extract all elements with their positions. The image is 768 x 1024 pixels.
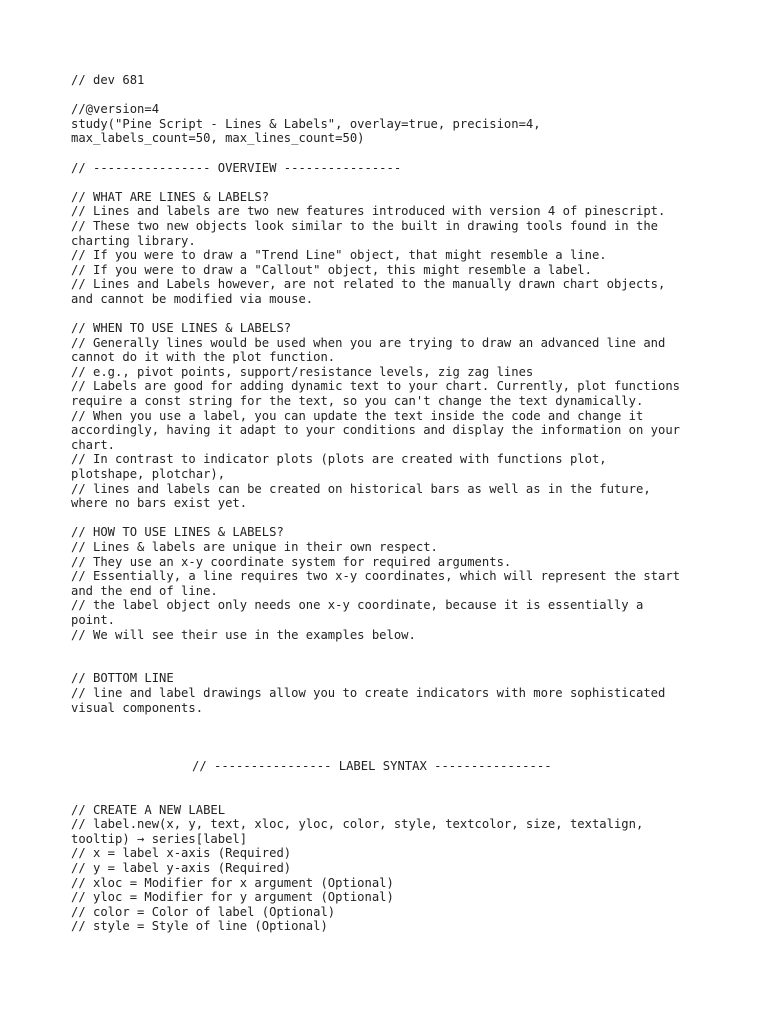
text-line: charting library.	[71, 233, 196, 248]
blank-line	[71, 511, 711, 526]
blank-line	[71, 788, 711, 803]
text-line: // Lines & labels are unique in their own respect.	[71, 540, 438, 554]
text-line: // CREATE A NEW LABEL	[71, 802, 226, 817]
text-line: // dev 681	[71, 73, 145, 87]
text-line: // style = Style of line (Optional)	[71, 919, 328, 934]
text-line: require a const string for the text, so you can't change the text dynamically.	[71, 394, 644, 409]
blank-line	[71, 146, 711, 161]
text-line: // When you use a label, you can update the text inside the code and change it	[71, 408, 644, 423]
text-line: // If you were to draw a "Trend Line" object, that might resemble a line.	[71, 248, 607, 263]
text-line: // ---------------- OVERVIEW ----------------	[71, 160, 402, 175]
text-line: cannot do it with the plot function.	[71, 350, 336, 365]
text-line: // color = Color of label (Optional)	[71, 904, 336, 919]
blank-line	[71, 657, 711, 672]
blank-line	[71, 88, 711, 103]
document-body	[71, 73, 711, 934]
text-line: // label.new(x, y, text, xloc, yloc, color, style, textcolor, size, textalign,	[71, 817, 644, 832]
text-line: tooltip) → series[label]	[71, 831, 248, 846]
text-line: // xloc = Modifier for x argument (Optional)	[71, 875, 394, 890]
text-line: // x = label x-axis (Required)	[71, 846, 292, 861]
text-line: and the end of line.	[71, 583, 218, 598]
text-line: // WHAT ARE LINES & LABELS?	[71, 189, 270, 204]
text-line: accordingly, having it adapt to your conditions and display the information on your	[71, 423, 681, 438]
text-line: max_labels_count=50, max_lines_count=50)	[71, 131, 365, 146]
text-line: // Generally lines would be used when you are trying to draw an advanced line and	[71, 335, 666, 350]
blank-line	[71, 175, 711, 190]
text-line: // Lines and Labels however, are not related to the manually drawn chart objects,	[71, 277, 666, 292]
text-line: // If you were to draw a "Callout" object, this might resemble a label.	[71, 262, 592, 277]
text-line: // BOTTOM LINE	[71, 671, 174, 686]
text-line: // yloc = Modifier for y argument (Optional)	[71, 890, 394, 905]
text-line: // They use an x-y coordinate system for required arguments.	[71, 554, 512, 569]
text-line: // Essentially, a line requires two x-y coordinates, which will represent the start	[71, 569, 681, 584]
blank-line	[71, 642, 711, 657]
blank-line	[71, 744, 711, 759]
text-line: // the label object only needs one x-y coordinate, because it is essentially a	[71, 598, 644, 613]
text-line: chart.	[71, 437, 116, 452]
text-line: // Lines and labels are two new features introduced with version 4 of pinescript.	[71, 204, 666, 219]
text-line: // e.g., pivot points, support/resistance levels, zig zag lines	[71, 364, 534, 379]
text-line: where no bars exist yet.	[71, 496, 248, 511]
text-line: // line and label drawings allow you to create indicators with more sophisticated	[71, 685, 666, 700]
text-line: // WHEN TO USE LINES & LABELS?	[71, 321, 292, 336]
blank-line	[71, 715, 711, 730]
text-line: // lines and labels can be created on historical bars as well as in the future,	[71, 481, 651, 496]
text-line: // y = label y-axis (Required)	[71, 861, 292, 876]
text-line: // HOW TO USE LINES & LABELS?	[71, 525, 284, 540]
text-line: plotshape, plotchar),	[71, 467, 226, 482]
blank-line	[71, 730, 711, 745]
text-line: point.	[71, 612, 116, 627]
text-line: and cannot be modified via mouse.	[71, 291, 314, 306]
blank-line	[71, 307, 711, 322]
text-line: // We will see their use in the examples below.	[71, 627, 416, 642]
text-line: // In contrast to indicator plots (plots are created with functions plot,	[71, 452, 607, 467]
text-line: // Labels are good for adding dynamic text to your chart. Currently, plot functions	[71, 379, 681, 394]
text-line: visual components.	[71, 700, 204, 715]
text-line: //@version=4	[71, 102, 160, 117]
blank-line	[71, 774, 711, 789]
text-line: // These two new objects look similar to the built in drawing tools found in the	[71, 218, 658, 233]
text-line: study("Pine Script - Lines & Labels", overlay=true, precision=4,	[71, 116, 541, 131]
text-line: // ---------------- LABEL SYNTAX ----------------	[192, 758, 552, 773]
